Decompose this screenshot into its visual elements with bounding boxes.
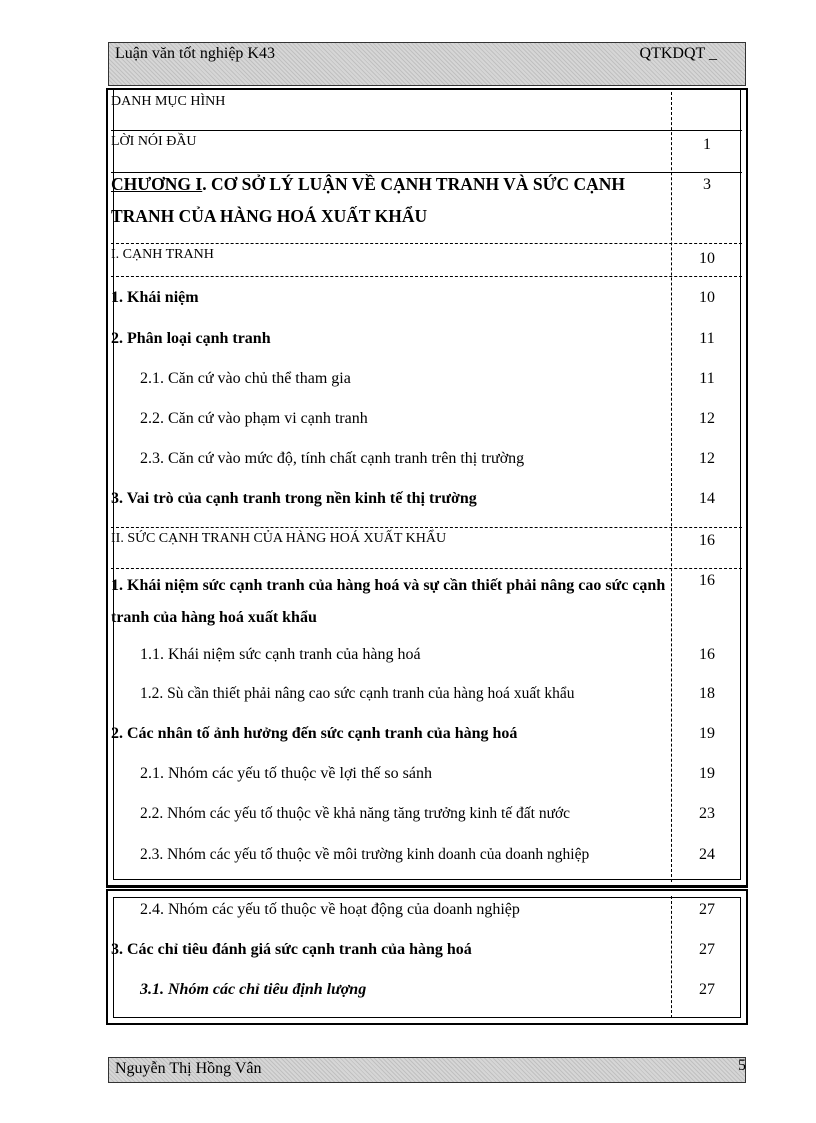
toc-page-number: 1 xyxy=(703,136,711,153)
toc-page-number: 18 xyxy=(699,685,715,702)
toc-entry[interactable]: 1. Khái niệm sức cạnh tranh của hàng hoá và sự cần thiết phải nâng cao sức cạnh tranh của hàng hoá xuất khẩu xyxy=(111,577,666,626)
toc-page-number: 16 xyxy=(699,532,715,549)
toc-entry[interactable]: 2.3. Nhóm các yếu tố thuộc về môi trường kinh doanh của doanh nghiệp xyxy=(140,846,590,863)
row-separator xyxy=(111,568,742,569)
toc-page-number: 12 xyxy=(699,410,715,427)
toc-entry[interactable]: 1.1. Khái niệm sức cạnh tranh của hàng hoá xyxy=(140,646,421,663)
toc-entry-chapter[interactable] xyxy=(111,168,667,232)
row-separator xyxy=(111,276,742,277)
toc-entry[interactable]: 2.2. Nhóm các yếu tố thuộc về khả năng tăng trưởng kinh tế đất nước xyxy=(140,805,571,822)
toc-entry[interactable]: 2.3. Căn cứ vào mức độ, tính chất cạnh tranh trên thị trường xyxy=(140,450,525,467)
page-column-divider xyxy=(671,92,672,882)
toc-page-number: 3 xyxy=(703,176,711,193)
toc-entry[interactable]: 2. Các nhân tố ảnh hưởng đến sức cạnh tranh của hàng hoá xyxy=(111,725,518,742)
row-separator xyxy=(111,527,742,528)
page-header xyxy=(108,42,746,86)
toc-entry[interactable]: 2.4. Nhóm các yếu tố thuộc về hoạt động của doanh nghiệp xyxy=(140,901,520,918)
toc-page-number: 27 xyxy=(699,941,715,958)
toc-page-number: 14 xyxy=(699,490,715,507)
toc-entry[interactable]: 2. Phân loại cạnh tranh xyxy=(111,330,271,347)
toc-page-number: 27 xyxy=(699,901,715,918)
toc-entry[interactable]: DANH MỤC HÌNH xyxy=(111,94,226,109)
toc-entry[interactable]: I. CẠNH TRANH xyxy=(111,247,214,262)
toc-page-number: 23 xyxy=(699,805,715,822)
page-footer xyxy=(108,1057,746,1083)
chapter-label: CHƯƠNG I xyxy=(111,174,203,194)
toc-page-number: 24 xyxy=(699,846,715,863)
toc-page-number: 11 xyxy=(699,370,715,387)
toc-page-number: 12 xyxy=(699,450,715,467)
toc-entry[interactable]: 2.2. Căn cứ vào phạm vi cạnh tranh xyxy=(140,410,368,427)
toc-page-number: 27 xyxy=(699,981,715,998)
toc-page-number: 16 xyxy=(699,646,715,663)
header-left-text: Luận văn tốt nghiệp K43 xyxy=(115,45,275,62)
toc-page-number: 16 xyxy=(699,572,715,589)
toc-page-number: 19 xyxy=(699,765,715,782)
toc-page-number: 19 xyxy=(699,725,715,742)
toc-page-number: 10 xyxy=(699,289,715,306)
footer-author: Nguyễn Thị Hồng Vân xyxy=(115,1060,262,1077)
row-separator xyxy=(111,130,742,131)
toc-page-number: 10 xyxy=(699,250,715,267)
toc-entry[interactable]: 2.1. Nhóm các yếu tố thuộc về lợi thế so sánh xyxy=(140,765,432,782)
header-right-text: QTKDQT _ xyxy=(639,45,717,62)
toc-entry[interactable]: 3. Vai trò của cạnh tranh trong nền kinh tế thị trường xyxy=(111,490,477,507)
toc-entry[interactable]: 2.1. Căn cứ vào chủ thể tham gia xyxy=(140,370,351,387)
toc-entry[interactable]: 3.1. Nhóm các chỉ tiêu định lượng xyxy=(140,981,367,998)
toc-entry[interactable]: 3. Các chỉ tiêu đánh giá sức cạnh tranh của hàng hoá xyxy=(111,941,472,958)
toc-entry[interactable]: 1. Khái niệm xyxy=(111,289,199,306)
chapter-title: . CƠ SỞ LÝ LUẬN VỀ CẠNH TRANH VÀ SỨC CẠNH TRANH CỦA HÀNG HOÁ XUẤT KHẨU xyxy=(111,174,626,226)
footer-page-number: 5 xyxy=(738,1057,746,1074)
toc-entry[interactable]: 1.2. Sù cần thiết phải nâng cao sức cạnh tranh của hàng hoá xuất khẩu xyxy=(140,685,575,702)
row-separator xyxy=(111,243,742,244)
toc-entry[interactable]: LỜI NÓI ĐẦU xyxy=(111,134,197,149)
toc-entry[interactable]: II. SỨC CẠNH TRANH CỦA HÀNG HOÁ XUẤT KHẨU xyxy=(111,531,447,546)
toc-page-number: 11 xyxy=(699,330,715,347)
